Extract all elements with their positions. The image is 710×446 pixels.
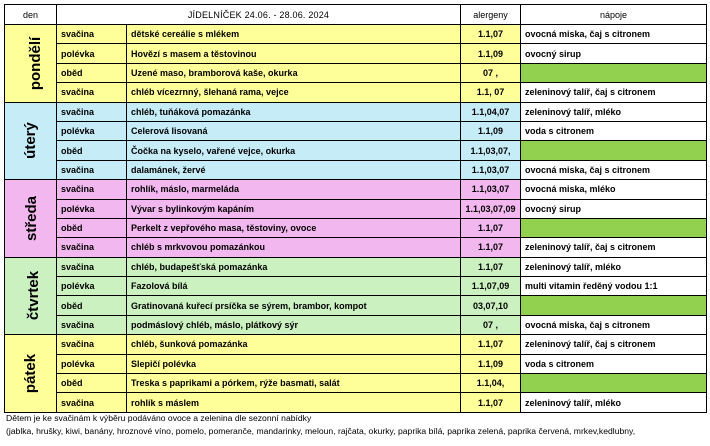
allergens-value: 1.1,09 (461, 354, 521, 373)
allergens-value: 1.1,07 (461, 335, 521, 354)
allergens-value: 1.1,03,07, (461, 141, 521, 160)
allergens-value: 07 , (461, 63, 521, 82)
drink-value: zeleninový talíř, čaj s citronem (521, 238, 707, 257)
meal-type: polévka (57, 199, 127, 218)
allergens-value: 1.1, 07 (461, 83, 521, 102)
meal-type: oběd (57, 218, 127, 237)
allergens-column-header: alergeny (461, 5, 521, 25)
allergens-value: 1.1,09 (461, 44, 521, 63)
allergens-value: 1.1,07 (461, 238, 521, 257)
meal-description: Perkelt z vepřového masa, těstoviny, ovoce (127, 218, 461, 237)
menu-row (5, 83, 707, 102)
meal-description: chléb, šunková pomazánka (127, 335, 461, 354)
meal-description: rohlík, máslo, marmeláda (127, 180, 461, 199)
meal-description: Fazolová bílá (127, 277, 461, 296)
meal-type: polévka (57, 354, 127, 373)
day-name: úterý (22, 122, 39, 160)
menu-row (5, 121, 707, 140)
drink-value (521, 218, 707, 237)
meal-description: chléb s mrkvovou pomazánkou (127, 238, 461, 257)
meal-description: podmáslový chléb, máslo, plátkový sýr (127, 315, 461, 334)
drink-value: ovocný sirup (521, 44, 707, 63)
drinks-column-header: nápoje (521, 5, 707, 25)
day-cell (5, 102, 57, 180)
menu-row (5, 296, 707, 315)
meal-type: polévka (57, 277, 127, 296)
menu-row (5, 25, 707, 44)
menu-row (5, 315, 707, 334)
allergens-value: 1.1,09 (461, 121, 521, 140)
meal-type: svačina (57, 315, 127, 334)
meal-description: Slepičí polévka (127, 354, 461, 373)
drink-value: ovocný sirup (521, 199, 707, 218)
menu-row (5, 199, 707, 218)
drink-value (521, 296, 707, 315)
allergens-value: 07 , (461, 315, 521, 334)
menu-row (5, 374, 707, 393)
allergens-value: 1.1,07 (461, 393, 521, 412)
meal-type: svačina (57, 180, 127, 199)
meal-type: oběd (57, 141, 127, 160)
menu-row (5, 44, 707, 63)
header-row (5, 5, 707, 25)
meal-description: Uzené maso, bramborová kaše, okurka (127, 63, 461, 82)
meal-type: oběd (57, 296, 127, 315)
allergens-value: 1.1,07 (461, 25, 521, 44)
drink-value: zeleninový talíř, mléko (521, 393, 707, 412)
drink-value: zeleninový talíř, mléko (521, 102, 707, 121)
allergens-value: 1.1,07,09 (461, 277, 521, 296)
meal-description: rohlík s máslem (127, 393, 461, 412)
allergens-value: 03,07,10 (461, 296, 521, 315)
meal-description: Treska s paprikami a pórkem, rýže basmati, salát (127, 374, 461, 393)
meal-type: svačina (57, 160, 127, 179)
menu-row (5, 141, 707, 160)
allergens-value: 1.1,07 (461, 218, 521, 237)
day-column-header: den (5, 5, 57, 25)
drink-value (521, 141, 707, 160)
meal-type: svačina (57, 257, 127, 276)
allergens-value: 1.1,03,07 (461, 180, 521, 199)
meal-description: chléb vícezrnný, šlehaná rama, vejce (127, 83, 461, 102)
meal-type: svačina (57, 102, 127, 121)
meal-type: svačina (57, 393, 127, 412)
drink-value (521, 374, 707, 393)
menu-title: JÍDELNÍČEK 24.06. - 28.06. 2024 (57, 5, 461, 25)
menu-row (5, 160, 707, 179)
drink-value: zeleninový talíř, mléko (521, 257, 707, 276)
menu-row (5, 180, 707, 199)
menu-table (4, 4, 707, 413)
menu-row (5, 277, 707, 296)
drink-value (521, 63, 707, 82)
day-cell (5, 180, 57, 258)
menu-row (5, 63, 707, 82)
drink-value: zeleninový talíř, čaj s citronem (521, 335, 707, 354)
meal-description: Celerová lisovaná (127, 121, 461, 140)
drink-value: ovocná miska, čaj s citronem (521, 315, 707, 334)
menu-row (5, 102, 707, 121)
footer-note (6, 412, 706, 438)
day-name: pondělí (27, 36, 45, 90)
day-cell (5, 257, 57, 335)
drink-value: zeleninový talíř, čaj s citronem (521, 83, 707, 102)
meal-description: Hovězí s masem a těstovinou (127, 44, 461, 63)
menu-row (5, 393, 707, 412)
drink-value: ovocná miska, čaj s citronem (521, 25, 707, 44)
drink-value: ovocná miska, mléko (521, 180, 707, 199)
meal-type: oběd (57, 63, 127, 82)
allergens-value: 1.1,07 (461, 257, 521, 276)
drink-value: voda s citronem (521, 121, 707, 140)
menu-row (5, 238, 707, 257)
meal-type: polévka (57, 121, 127, 140)
allergens-value: 1.1,03,07 (461, 160, 521, 179)
meal-type: svačina (57, 238, 127, 257)
day-name: čtvrtek (25, 271, 43, 321)
meal-type: oběd (57, 374, 127, 393)
menu-row (5, 335, 707, 354)
meal-description: Vývar s bylinkovým kapáním (127, 199, 461, 218)
day-cell (5, 25, 57, 103)
menu-row (5, 354, 707, 373)
drink-value: multi vitamin ředěný vodou 1:1 (521, 277, 707, 296)
meal-description: chléb, tuňáková pomazánka (127, 102, 461, 121)
day-name: pátek (22, 353, 39, 394)
meal-type: svačina (57, 25, 127, 44)
meal-description: dětské cereálie s mlékem (127, 25, 461, 44)
day-name: středa (23, 195, 41, 241)
menu-row (5, 218, 707, 237)
menu-row (5, 257, 707, 276)
meal-type: svačina (57, 83, 127, 102)
meal-description: dalamánek, žervé (127, 160, 461, 179)
drink-value: voda s citronem (521, 354, 707, 373)
allergens-value: 1.1,04, (461, 374, 521, 393)
meal-description: Gratinovaná kuřecí prsíčka se sýrem, brambor, kompot (127, 296, 461, 315)
day-cell (5, 335, 57, 413)
meal-description: Čočka na kyselo, vařené vejce, okurka (127, 141, 461, 160)
meal-description: chléb, budapešťská pomazánka (127, 257, 461, 276)
meal-type: svačina (57, 335, 127, 354)
allergens-value: 1.1,03,07,09 (461, 199, 521, 218)
drink-value: ovocná miska, čaj s citronem (521, 160, 707, 179)
meal-type: polévka (57, 44, 127, 63)
allergens-value: 1.1,04,07 (461, 102, 521, 121)
footer-line-1: Dětem je ke svačinám k výběru podáváno ovoce a zelenina dle sezonní nabídky (6, 413, 312, 423)
footer-line-2: (jablka, hrušky, kiwi, banány, hroznové víno, pomelo, pomeranče, mandarinky, meloun, rajčata, okurky, paprika bílá, paprika zelená, paprika červená, mrkev,kedlubny, (6, 426, 636, 436)
